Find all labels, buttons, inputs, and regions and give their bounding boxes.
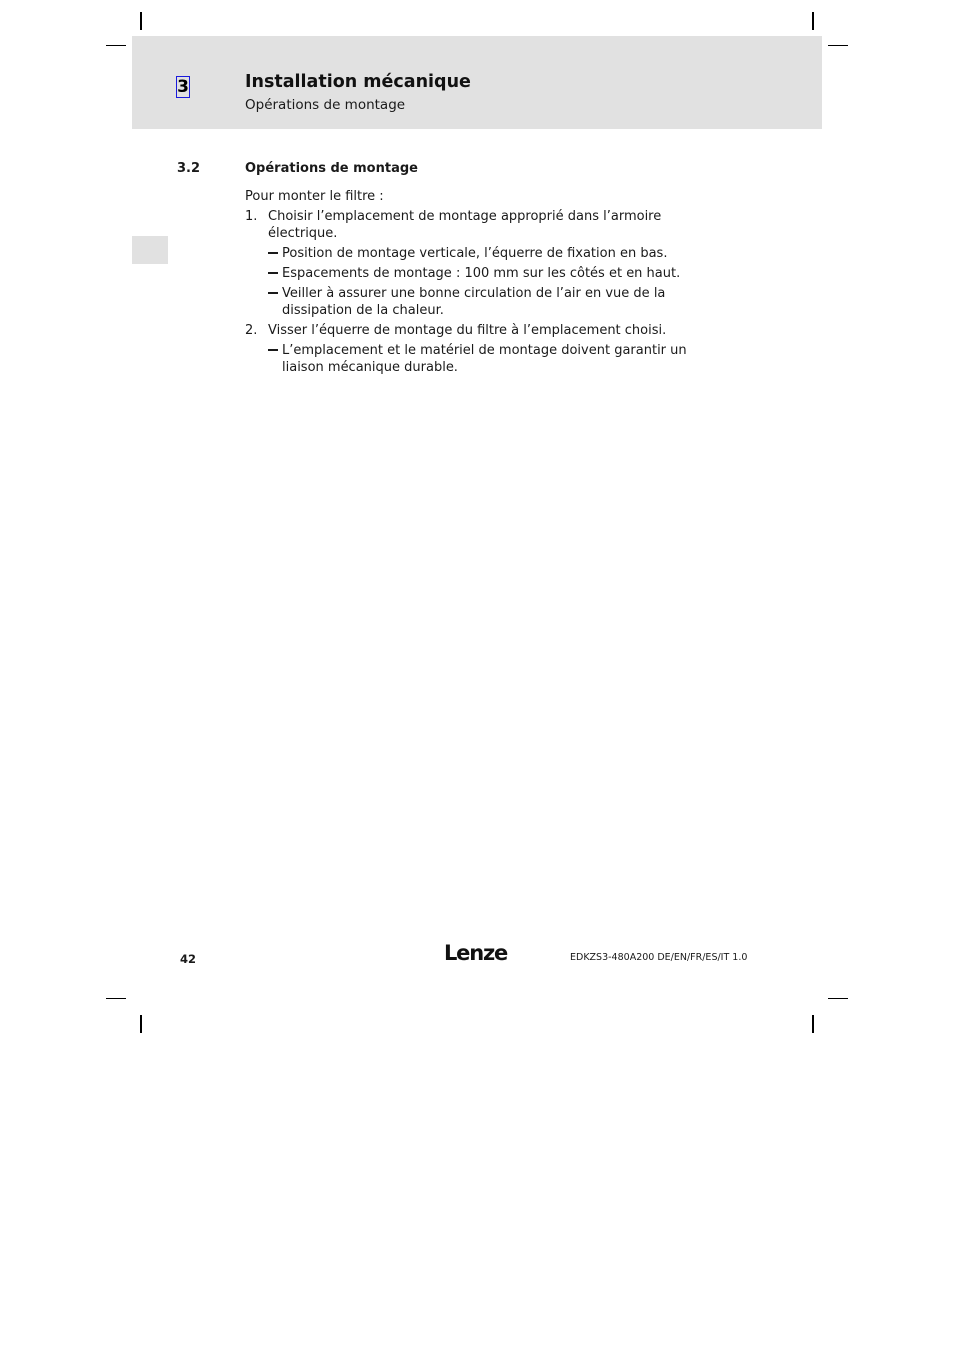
lenze-logo: Lenze	[444, 941, 508, 965]
crop-mark	[140, 12, 142, 30]
sub-item-text: L’emplacement et le matériel de montage doivent garantir un liaison mécanique durable.	[282, 343, 687, 375]
step-text: Visser l’équerre de montage du filtre à l’emplacement choisi.	[268, 323, 667, 338]
intro-text: Pour monter le filtre :	[245, 189, 384, 204]
chapter-number: 3	[177, 77, 189, 97]
section-number: 3.2	[177, 161, 201, 176]
step-text: Choisir l’emplacement de montage approprié dans l’armoire électrique.	[268, 209, 662, 241]
sub-item	[245, 285, 725, 319]
crop-mark	[828, 45, 848, 46]
crop-mark	[812, 1015, 814, 1033]
sub-item-text: Espacements de montage : 100 mm sur les côtés et en haut.	[282, 266, 681, 281]
document-code: EDKZS3-480A200 DE/EN/FR/ES/IT 1.0	[570, 952, 748, 963]
instruction-body	[245, 188, 725, 379]
sub-item	[245, 342, 725, 376]
dash-bullet-icon	[268, 272, 278, 274]
section-title: Opérations de montage	[245, 161, 418, 176]
crop-mark	[812, 12, 814, 30]
sub-item	[245, 265, 725, 282]
step-item	[245, 208, 725, 242]
chapter-title: Installation mécanique	[245, 72, 471, 92]
crop-mark	[828, 998, 848, 999]
crop-mark	[106, 998, 126, 999]
side-tab-marker	[132, 236, 168, 264]
page-number: 42	[180, 952, 197, 966]
step-number: 2.	[245, 323, 258, 338]
dash-bullet-icon	[268, 349, 278, 351]
sub-item	[245, 245, 725, 262]
dash-bullet-icon	[268, 292, 278, 294]
step-number: 1.	[245, 209, 258, 224]
sub-item-text: Veiller à assurer une bonne circulation de l’air en vue de la dissipation de la chaleur.	[282, 286, 666, 318]
dash-bullet-icon	[268, 252, 278, 254]
sub-item-text: Position de montage verticale, l’équerre de fixation en bas.	[282, 246, 668, 261]
step-item	[245, 322, 725, 339]
crop-mark	[106, 45, 126, 46]
crop-mark	[140, 1015, 142, 1033]
chapter-subtitle: Opérations de montage	[245, 97, 406, 113]
header-band	[132, 36, 822, 129]
